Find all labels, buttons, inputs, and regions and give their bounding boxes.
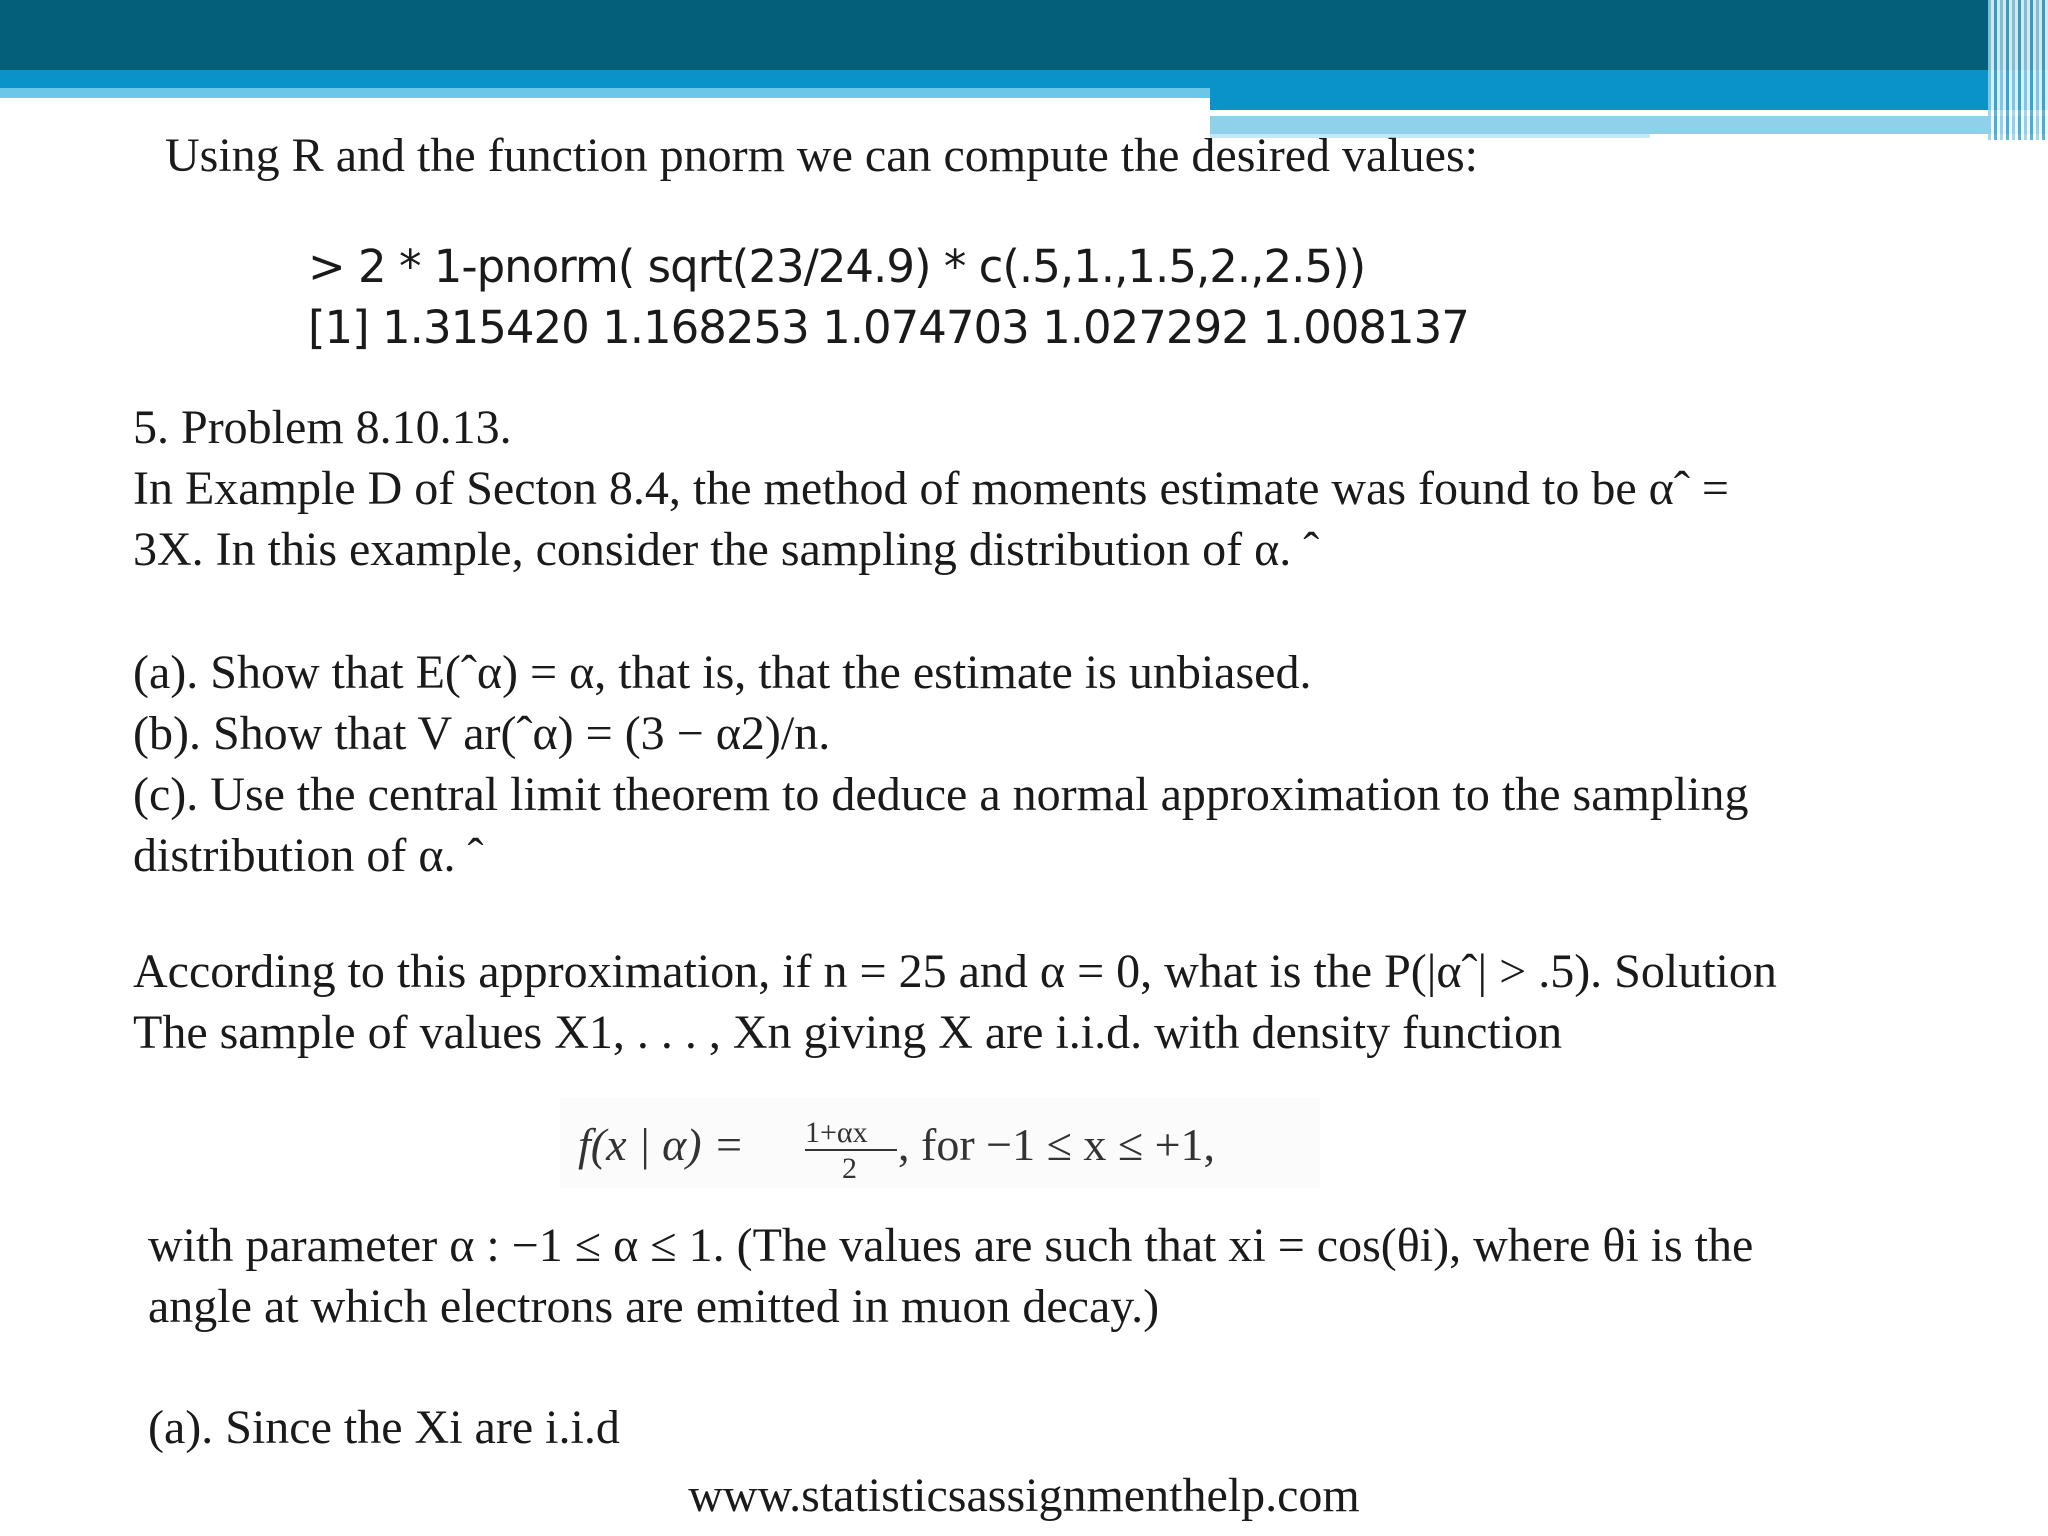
density-formula — [560, 1098, 1320, 1188]
param-line-1: with parameter α : −1 ≤ α ≤ 1. (The values are such that xi = cos(θi), where θi is the — [148, 1219, 1754, 1272]
solution-start: (a). Since the Xi are i.i.d — [148, 1401, 620, 1454]
formula-numerator: 1+αx — [805, 1116, 868, 1149]
formula-rhs: , for −1 ≤ x ≤ +1, — [898, 1119, 1216, 1170]
header-light-band — [0, 88, 1210, 98]
r-command: > 2 * 1-pnorm( sqrt(23/24.9) * c(.5,1.,1.5,2.,2.5)) — [308, 240, 1366, 293]
r-output: [1] 1.315420 1.168253 1.074703 1.027292 1.008137 — [308, 301, 1469, 354]
formula-denominator: 2 — [842, 1152, 857, 1185]
question-line-1: According to this approximation, if n = 25 and α = 0, what is the P(|αˆ| > .5). Solution — [133, 945, 1777, 998]
header-accent-band — [0, 70, 2048, 88]
part-c-line-2: distribution of α. ˆ — [133, 829, 484, 882]
problem-statement-line-2: 3X. In this example, consider the sampling distribution of α. ˆ — [133, 523, 1320, 576]
param-line-2: angle at which electrons are emitted in muon decay.) — [148, 1280, 1160, 1333]
intro-text: Using R and the function pnorm we can compute the desired values: — [165, 129, 1478, 182]
header-stripes — [1988, 0, 2048, 140]
question-line-2: The sample of values X1, . . . , Xn giving X are i.i.d. with density function — [133, 1006, 1563, 1059]
problem-heading: 5. Problem 8.10.13. — [133, 401, 512, 454]
header-bar — [0, 0, 2048, 70]
footer-url: www.statisticsassignmenthelp.com — [688, 1469, 1360, 1522]
part-c-line-1: (c). Use the central limit theorem to deduce a normal approximation to the sampling — [133, 768, 1749, 821]
part-a: (a). Show that E(ˆα) = α, that is, that the estimate is unbiased. — [133, 646, 1312, 699]
problem-statement-line-1: In Example D of Secton 8.4, the method of moments estimate was found to be αˆ = — [133, 462, 1729, 515]
part-b: (b). Show that V ar(ˆα) = (3 − α2)/n. — [133, 707, 831, 760]
header-accent-wedge — [1210, 88, 2048, 110]
formula-lhs: f(x | α) = — [578, 1119, 745, 1170]
